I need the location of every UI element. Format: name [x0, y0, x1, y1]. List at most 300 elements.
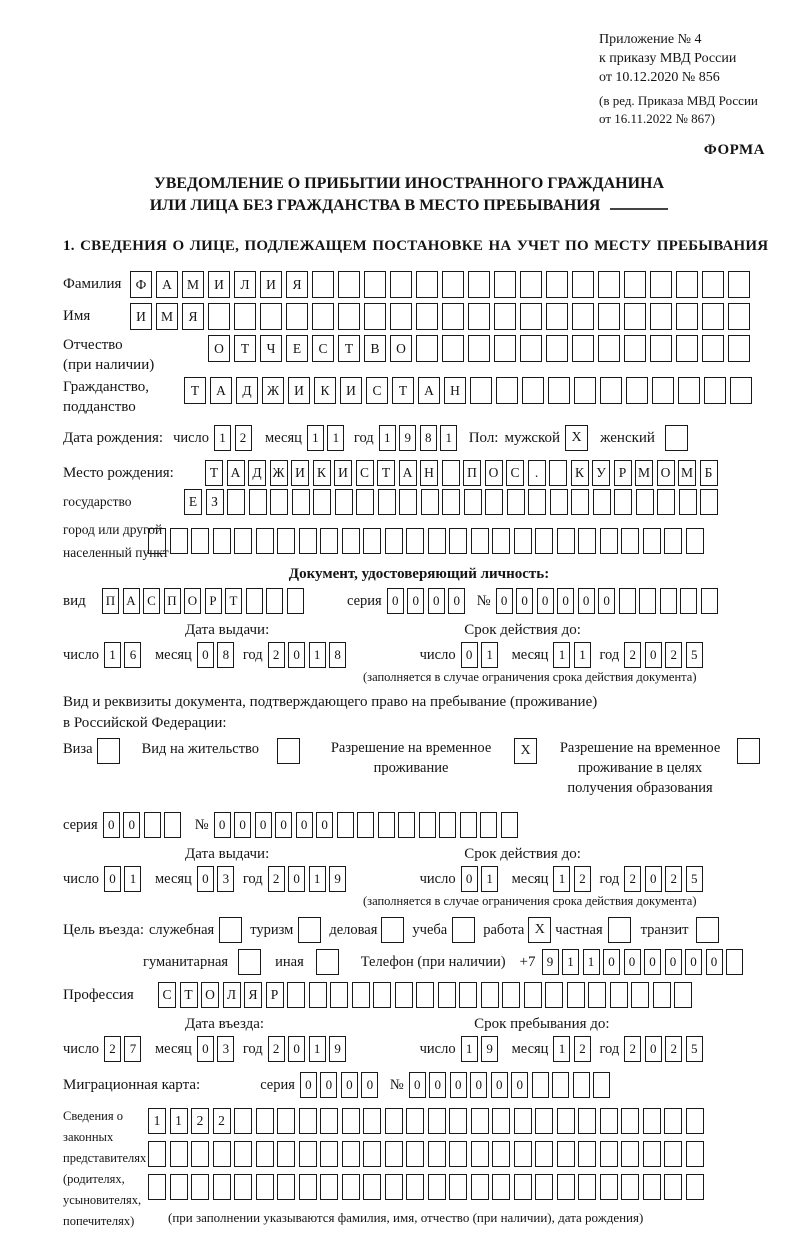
char-cell[interactable]: 0	[255, 812, 272, 838]
patronymic-cells[interactable]	[208, 335, 754, 362]
char-cell[interactable]	[442, 489, 460, 515]
char-cell[interactable]	[277, 1141, 295, 1167]
identity-issue-year-cells[interactable]	[268, 642, 350, 668]
char-cell[interactable]	[234, 1141, 252, 1167]
char-cell[interactable]	[320, 1174, 338, 1200]
char-cell[interactable]: 1	[309, 1036, 326, 1062]
char-cell[interactable]	[535, 1174, 553, 1200]
char-cell[interactable]	[643, 1108, 661, 1134]
char-cell[interactable]	[686, 528, 704, 554]
char-cell[interactable]: Т	[225, 588, 242, 614]
char-cell[interactable]	[256, 528, 274, 554]
char-cell[interactable]: 1	[553, 1036, 570, 1062]
char-cell[interactable]	[600, 1174, 618, 1200]
char-cell[interactable]	[330, 982, 348, 1008]
char-cell[interactable]: 6	[124, 642, 141, 668]
char-cell[interactable]	[631, 982, 649, 1008]
char-cell[interactable]: 1	[214, 425, 231, 451]
temp-residence-checkbox[interactable]: X	[514, 738, 537, 764]
char-cell[interactable]	[578, 1141, 596, 1167]
char-cell[interactable]: 0	[428, 588, 445, 614]
char-cell[interactable]	[164, 812, 181, 838]
birth-year-cells[interactable]	[379, 425, 461, 451]
char-cell[interactable]	[234, 303, 256, 330]
char-cell[interactable]: 1	[148, 1108, 166, 1134]
char-cell[interactable]	[494, 271, 516, 298]
char-cell[interactable]: 0	[103, 812, 120, 838]
char-cell[interactable]: Р	[205, 588, 222, 614]
temp-residence-education-checkbox[interactable]	[737, 738, 760, 764]
char-cell[interactable]	[621, 1141, 639, 1167]
char-cell[interactable]	[546, 303, 568, 330]
char-cell[interactable]: М	[182, 271, 204, 298]
char-cell[interactable]: 0	[234, 812, 251, 838]
char-cell[interactable]	[442, 271, 464, 298]
char-cell[interactable]: С	[506, 460, 524, 486]
residence-issue-month-cells[interactable]	[197, 866, 238, 892]
char-cell[interactable]	[664, 1108, 682, 1134]
char-cell[interactable]: 0	[214, 812, 231, 838]
char-cell[interactable]: П	[164, 588, 181, 614]
char-cell[interactable]: 0	[491, 1072, 508, 1098]
entry-year-cells[interactable]	[268, 1036, 350, 1062]
birth-place-cells-1[interactable]	[205, 460, 721, 486]
char-cell[interactable]	[571, 489, 589, 515]
char-cell[interactable]: Н	[444, 377, 466, 404]
char-cell[interactable]: Ф	[130, 271, 152, 298]
representatives-cells-1[interactable]	[148, 1108, 707, 1134]
char-cell[interactable]	[728, 303, 750, 330]
char-cell[interactable]: 1	[553, 866, 570, 892]
birth-place-cells-3[interactable]	[148, 528, 707, 554]
entry-month-cells[interactable]	[197, 1036, 238, 1062]
char-cell[interactable]: 0	[461, 866, 478, 892]
char-cell[interactable]	[227, 489, 245, 515]
char-cell[interactable]: Е	[286, 335, 308, 362]
char-cell[interactable]: У	[592, 460, 610, 486]
char-cell[interactable]	[442, 303, 464, 330]
char-cell[interactable]: О	[657, 460, 675, 486]
char-cell[interactable]: 2	[574, 1036, 591, 1062]
char-cell[interactable]	[320, 528, 338, 554]
migration-card-series-cells[interactable]	[300, 1072, 382, 1098]
char-cell[interactable]: 0	[288, 866, 305, 892]
char-cell[interactable]	[342, 1108, 360, 1134]
char-cell[interactable]	[449, 1174, 467, 1200]
char-cell[interactable]	[700, 489, 718, 515]
char-cell[interactable]	[449, 1108, 467, 1134]
char-cell[interactable]: К	[571, 460, 589, 486]
char-cell[interactable]	[442, 460, 460, 486]
char-cell[interactable]: 1	[553, 642, 570, 668]
char-cell[interactable]: 2	[235, 425, 252, 451]
char-cell[interactable]	[342, 1174, 360, 1200]
char-cell[interactable]: Д	[248, 460, 266, 486]
char-cell[interactable]	[593, 1072, 610, 1098]
char-cell[interactable]	[342, 528, 360, 554]
char-cell[interactable]	[471, 1174, 489, 1200]
char-cell[interactable]	[545, 982, 563, 1008]
char-cell[interactable]: М	[635, 460, 653, 486]
char-cell[interactable]: 0	[104, 866, 121, 892]
char-cell[interactable]	[621, 528, 639, 554]
char-cell[interactable]	[416, 982, 434, 1008]
char-cell[interactable]: 5	[686, 1036, 703, 1062]
char-cell[interactable]: 0	[407, 588, 424, 614]
stay-day-cells[interactable]	[461, 1036, 502, 1062]
char-cell[interactable]	[312, 271, 334, 298]
identity-issue-month-cells[interactable]	[197, 642, 238, 668]
char-cell[interactable]: С	[143, 588, 160, 614]
char-cell[interactable]	[686, 1174, 704, 1200]
char-cell[interactable]	[557, 528, 575, 554]
char-cell[interactable]	[256, 1108, 274, 1134]
char-cell[interactable]	[428, 1174, 446, 1200]
profession-cells[interactable]	[158, 982, 696, 1008]
purpose-private-checkbox[interactable]	[608, 917, 631, 943]
sex-female-checkbox[interactable]	[665, 425, 688, 451]
char-cell[interactable]	[385, 1174, 403, 1200]
char-cell[interactable]	[522, 377, 544, 404]
residence-permit-checkbox[interactable]	[277, 738, 300, 764]
char-cell[interactable]: 2	[665, 642, 682, 668]
identity-doc-number-cells[interactable]	[496, 588, 722, 614]
char-cell[interactable]	[572, 303, 594, 330]
char-cell[interactable]	[356, 489, 374, 515]
char-cell[interactable]	[213, 1174, 231, 1200]
char-cell[interactable]: 1	[461, 1036, 478, 1062]
char-cell[interactable]	[621, 1174, 639, 1200]
residence-issue-day-cells[interactable]	[104, 866, 145, 892]
char-cell[interactable]	[320, 1108, 338, 1134]
char-cell[interactable]: Т	[205, 460, 223, 486]
char-cell[interactable]: 0	[288, 1036, 305, 1062]
sex-male-checkbox[interactable]: X	[565, 425, 588, 451]
char-cell[interactable]	[639, 588, 656, 614]
char-cell[interactable]	[208, 303, 230, 330]
char-cell[interactable]	[679, 489, 697, 515]
char-cell[interactable]	[438, 982, 456, 1008]
char-cell[interactable]: Р	[614, 460, 632, 486]
char-cell[interactable]	[636, 489, 654, 515]
char-cell[interactable]	[421, 489, 439, 515]
char-cell[interactable]	[395, 982, 413, 1008]
char-cell[interactable]: 1	[124, 866, 141, 892]
char-cell[interactable]	[385, 1108, 403, 1134]
char-cell[interactable]	[572, 335, 594, 362]
char-cell[interactable]: 1	[307, 425, 324, 451]
char-cell[interactable]: О	[208, 335, 230, 362]
char-cell[interactable]: 0	[341, 1072, 358, 1098]
char-cell[interactable]: 8	[420, 425, 437, 451]
char-cell[interactable]: 1	[104, 642, 121, 668]
char-cell[interactable]: 0	[448, 588, 465, 614]
entry-day-cells[interactable]	[104, 1036, 145, 1062]
char-cell[interactable]	[535, 528, 553, 554]
char-cell[interactable]: 0	[496, 588, 513, 614]
identity-issue-day-cells[interactable]	[104, 642, 145, 668]
char-cell[interactable]	[385, 528, 403, 554]
char-cell[interactable]	[652, 377, 674, 404]
char-cell[interactable]	[385, 1141, 403, 1167]
char-cell[interactable]	[406, 1141, 424, 1167]
char-cell[interactable]: 9	[542, 949, 559, 975]
char-cell[interactable]	[170, 528, 188, 554]
char-cell[interactable]	[170, 1174, 188, 1200]
char-cell[interactable]	[399, 489, 417, 515]
char-cell[interactable]	[614, 489, 632, 515]
char-cell[interactable]: 0	[645, 866, 662, 892]
char-cell[interactable]: 0	[603, 949, 620, 975]
char-cell[interactable]: 0	[320, 1072, 337, 1098]
char-cell[interactable]: 0	[288, 642, 305, 668]
char-cell[interactable]	[528, 489, 546, 515]
char-cell[interactable]	[260, 303, 282, 330]
char-cell[interactable]	[650, 303, 672, 330]
char-cell[interactable]	[492, 528, 510, 554]
char-cell[interactable]: 0	[516, 588, 533, 614]
char-cell[interactable]: 0	[361, 1072, 378, 1098]
char-cell[interactable]	[299, 1174, 317, 1200]
char-cell[interactable]	[728, 335, 750, 362]
char-cell[interactable]: 0	[450, 1072, 467, 1098]
char-cell[interactable]: А	[418, 377, 440, 404]
char-cell[interactable]: 2	[191, 1108, 209, 1134]
char-cell[interactable]	[364, 271, 386, 298]
char-cell[interactable]: 0	[706, 949, 723, 975]
char-cell[interactable]	[213, 1141, 231, 1167]
char-cell[interactable]	[299, 1108, 317, 1134]
char-cell[interactable]	[532, 1072, 549, 1098]
char-cell[interactable]	[674, 982, 692, 1008]
char-cell[interactable]	[600, 377, 622, 404]
char-cell[interactable]	[363, 1108, 381, 1134]
char-cell[interactable]	[678, 377, 700, 404]
char-cell[interactable]: 0	[645, 642, 662, 668]
char-cell[interactable]	[501, 812, 518, 838]
char-cell[interactable]	[520, 335, 542, 362]
char-cell[interactable]	[660, 588, 677, 614]
char-cell[interactable]: 1	[481, 866, 498, 892]
char-cell[interactable]: С	[158, 982, 176, 1008]
residence-doc-number-cells[interactable]	[214, 812, 522, 838]
char-cell[interactable]: С	[366, 377, 388, 404]
char-cell[interactable]	[470, 377, 492, 404]
char-cell[interactable]	[442, 335, 464, 362]
char-cell[interactable]: 0	[387, 588, 404, 614]
char-cell[interactable]	[266, 588, 283, 614]
char-cell[interactable]	[234, 528, 252, 554]
char-cell[interactable]	[277, 1174, 295, 1200]
char-cell[interactable]	[277, 528, 295, 554]
char-cell[interactable]	[598, 303, 620, 330]
char-cell[interactable]	[686, 1141, 704, 1167]
char-cell[interactable]	[730, 377, 752, 404]
char-cell[interactable]: Ч	[260, 335, 282, 362]
char-cell[interactable]	[246, 588, 263, 614]
purpose-tourism-checkbox[interactable]	[298, 917, 321, 943]
char-cell[interactable]	[578, 1108, 596, 1134]
char-cell[interactable]: 1	[574, 642, 591, 668]
char-cell[interactable]: О	[390, 335, 412, 362]
char-cell[interactable]: 1	[170, 1108, 188, 1134]
char-cell[interactable]	[170, 1141, 188, 1167]
char-cell[interactable]	[390, 303, 412, 330]
char-cell[interactable]: .	[528, 460, 546, 486]
char-cell[interactable]: 2	[213, 1108, 231, 1134]
residence-issue-year-cells[interactable]	[268, 866, 350, 892]
char-cell[interactable]: А	[227, 460, 245, 486]
char-cell[interactable]	[312, 303, 334, 330]
residence-doc-series-cells[interactable]	[103, 812, 185, 838]
char-cell[interactable]	[664, 1141, 682, 1167]
char-cell[interactable]: 9	[399, 425, 416, 451]
char-cell[interactable]: 0	[197, 866, 214, 892]
visa-checkbox[interactable]	[97, 738, 120, 764]
char-cell[interactable]: 0	[511, 1072, 528, 1098]
char-cell[interactable]	[643, 1141, 661, 1167]
char-cell[interactable]	[256, 1174, 274, 1200]
char-cell[interactable]: 2	[665, 866, 682, 892]
given-name-cells[interactable]	[130, 303, 754, 330]
char-cell[interactable]	[338, 303, 360, 330]
char-cell[interactable]	[686, 1108, 704, 1134]
char-cell[interactable]: 0	[598, 588, 615, 614]
char-cell[interactable]	[704, 377, 726, 404]
char-cell[interactable]	[390, 271, 412, 298]
char-cell[interactable]: И	[291, 460, 309, 486]
char-cell[interactable]: 0	[123, 812, 140, 838]
migration-card-number-cells[interactable]	[409, 1072, 614, 1098]
char-cell[interactable]	[702, 271, 724, 298]
char-cell[interactable]: З	[206, 489, 224, 515]
char-cell[interactable]	[507, 489, 525, 515]
stay-month-cells[interactable]	[553, 1036, 594, 1062]
char-cell[interactable]	[535, 1108, 553, 1134]
char-cell[interactable]: 2	[624, 866, 641, 892]
char-cell[interactable]	[552, 1072, 569, 1098]
char-cell[interactable]	[471, 1108, 489, 1134]
birth-place-cells-2[interactable]	[184, 489, 722, 515]
char-cell[interactable]	[286, 303, 308, 330]
char-cell[interactable]: 9	[481, 1036, 498, 1062]
char-cell[interactable]	[578, 1174, 596, 1200]
char-cell[interactable]: 0	[645, 1036, 662, 1062]
char-cell[interactable]	[398, 812, 415, 838]
char-cell[interactable]	[357, 812, 374, 838]
char-cell[interactable]: П	[102, 588, 119, 614]
char-cell[interactable]	[524, 982, 542, 1008]
char-cell[interactable]	[342, 1141, 360, 1167]
char-cell[interactable]: 2	[104, 1036, 121, 1062]
char-cell[interactable]: Б	[700, 460, 718, 486]
char-cell[interactable]: 1	[562, 949, 579, 975]
purpose-official-checkbox[interactable]	[219, 917, 242, 943]
char-cell[interactable]: Ж	[270, 460, 288, 486]
char-cell[interactable]: К	[313, 460, 331, 486]
char-cell[interactable]	[449, 1141, 467, 1167]
char-cell[interactable]: П	[463, 460, 481, 486]
char-cell[interactable]	[657, 489, 675, 515]
char-cell[interactable]: 1	[309, 866, 326, 892]
char-cell[interactable]	[373, 982, 391, 1008]
char-cell[interactable]	[148, 1141, 166, 1167]
char-cell[interactable]	[624, 335, 646, 362]
char-cell[interactable]: 0	[644, 949, 661, 975]
char-cell[interactable]	[573, 1072, 590, 1098]
char-cell[interactable]: Я	[244, 982, 262, 1008]
char-cell[interactable]	[557, 1174, 575, 1200]
char-cell[interactable]	[588, 982, 606, 1008]
char-cell[interactable]	[676, 303, 698, 330]
representatives-cells-2[interactable]	[148, 1141, 707, 1167]
char-cell[interactable]	[701, 588, 718, 614]
char-cell[interactable]	[514, 528, 532, 554]
char-cell[interactable]	[643, 1174, 661, 1200]
char-cell[interactable]	[338, 271, 360, 298]
char-cell[interactable]	[363, 1141, 381, 1167]
char-cell[interactable]: Л	[223, 982, 241, 1008]
stay-year-cells[interactable]	[624, 1036, 706, 1062]
char-cell[interactable]	[549, 460, 567, 486]
char-cell[interactable]: 2	[268, 642, 285, 668]
char-cell[interactable]	[485, 489, 503, 515]
char-cell[interactable]	[600, 528, 618, 554]
char-cell[interactable]	[299, 528, 317, 554]
char-cell[interactable]: А	[123, 588, 140, 614]
surname-cells[interactable]	[130, 271, 754, 298]
char-cell[interactable]: 1	[583, 949, 600, 975]
char-cell[interactable]	[600, 1108, 618, 1134]
char-cell[interactable]: Я	[182, 303, 204, 330]
char-cell[interactable]: 2	[268, 866, 285, 892]
char-cell[interactable]	[468, 303, 490, 330]
char-cell[interactable]	[459, 982, 477, 1008]
char-cell[interactable]: 0	[275, 812, 292, 838]
char-cell[interactable]: 0	[429, 1072, 446, 1098]
char-cell[interactable]: 8	[329, 642, 346, 668]
char-cell[interactable]: 3	[217, 866, 234, 892]
char-cell[interactable]	[191, 1174, 209, 1200]
char-cell[interactable]: Т	[338, 335, 360, 362]
char-cell[interactable]	[320, 1141, 338, 1167]
char-cell[interactable]: 1	[440, 425, 457, 451]
char-cell[interactable]: О	[485, 460, 503, 486]
char-cell[interactable]: Т	[180, 982, 198, 1008]
char-cell[interactable]: Д	[236, 377, 258, 404]
char-cell[interactable]	[213, 528, 231, 554]
char-cell[interactable]	[287, 588, 304, 614]
char-cell[interactable]	[364, 303, 386, 330]
char-cell[interactable]	[653, 982, 671, 1008]
char-cell[interactable]: И	[340, 377, 362, 404]
char-cell[interactable]	[548, 377, 570, 404]
char-cell[interactable]: 0	[300, 1072, 317, 1098]
char-cell[interactable]: Т	[184, 377, 206, 404]
char-cell[interactable]: 1	[379, 425, 396, 451]
char-cell[interactable]: В	[364, 335, 386, 362]
identity-doc-kind-cells[interactable]	[102, 588, 307, 614]
char-cell[interactable]	[680, 588, 697, 614]
char-cell[interactable]: 2	[624, 1036, 641, 1062]
char-cell[interactable]: Ж	[262, 377, 284, 404]
char-cell[interactable]	[337, 812, 354, 838]
char-cell[interactable]	[650, 335, 672, 362]
char-cell[interactable]	[650, 271, 672, 298]
char-cell[interactable]	[449, 528, 467, 554]
char-cell[interactable]	[494, 335, 516, 362]
char-cell[interactable]: О	[201, 982, 219, 1008]
